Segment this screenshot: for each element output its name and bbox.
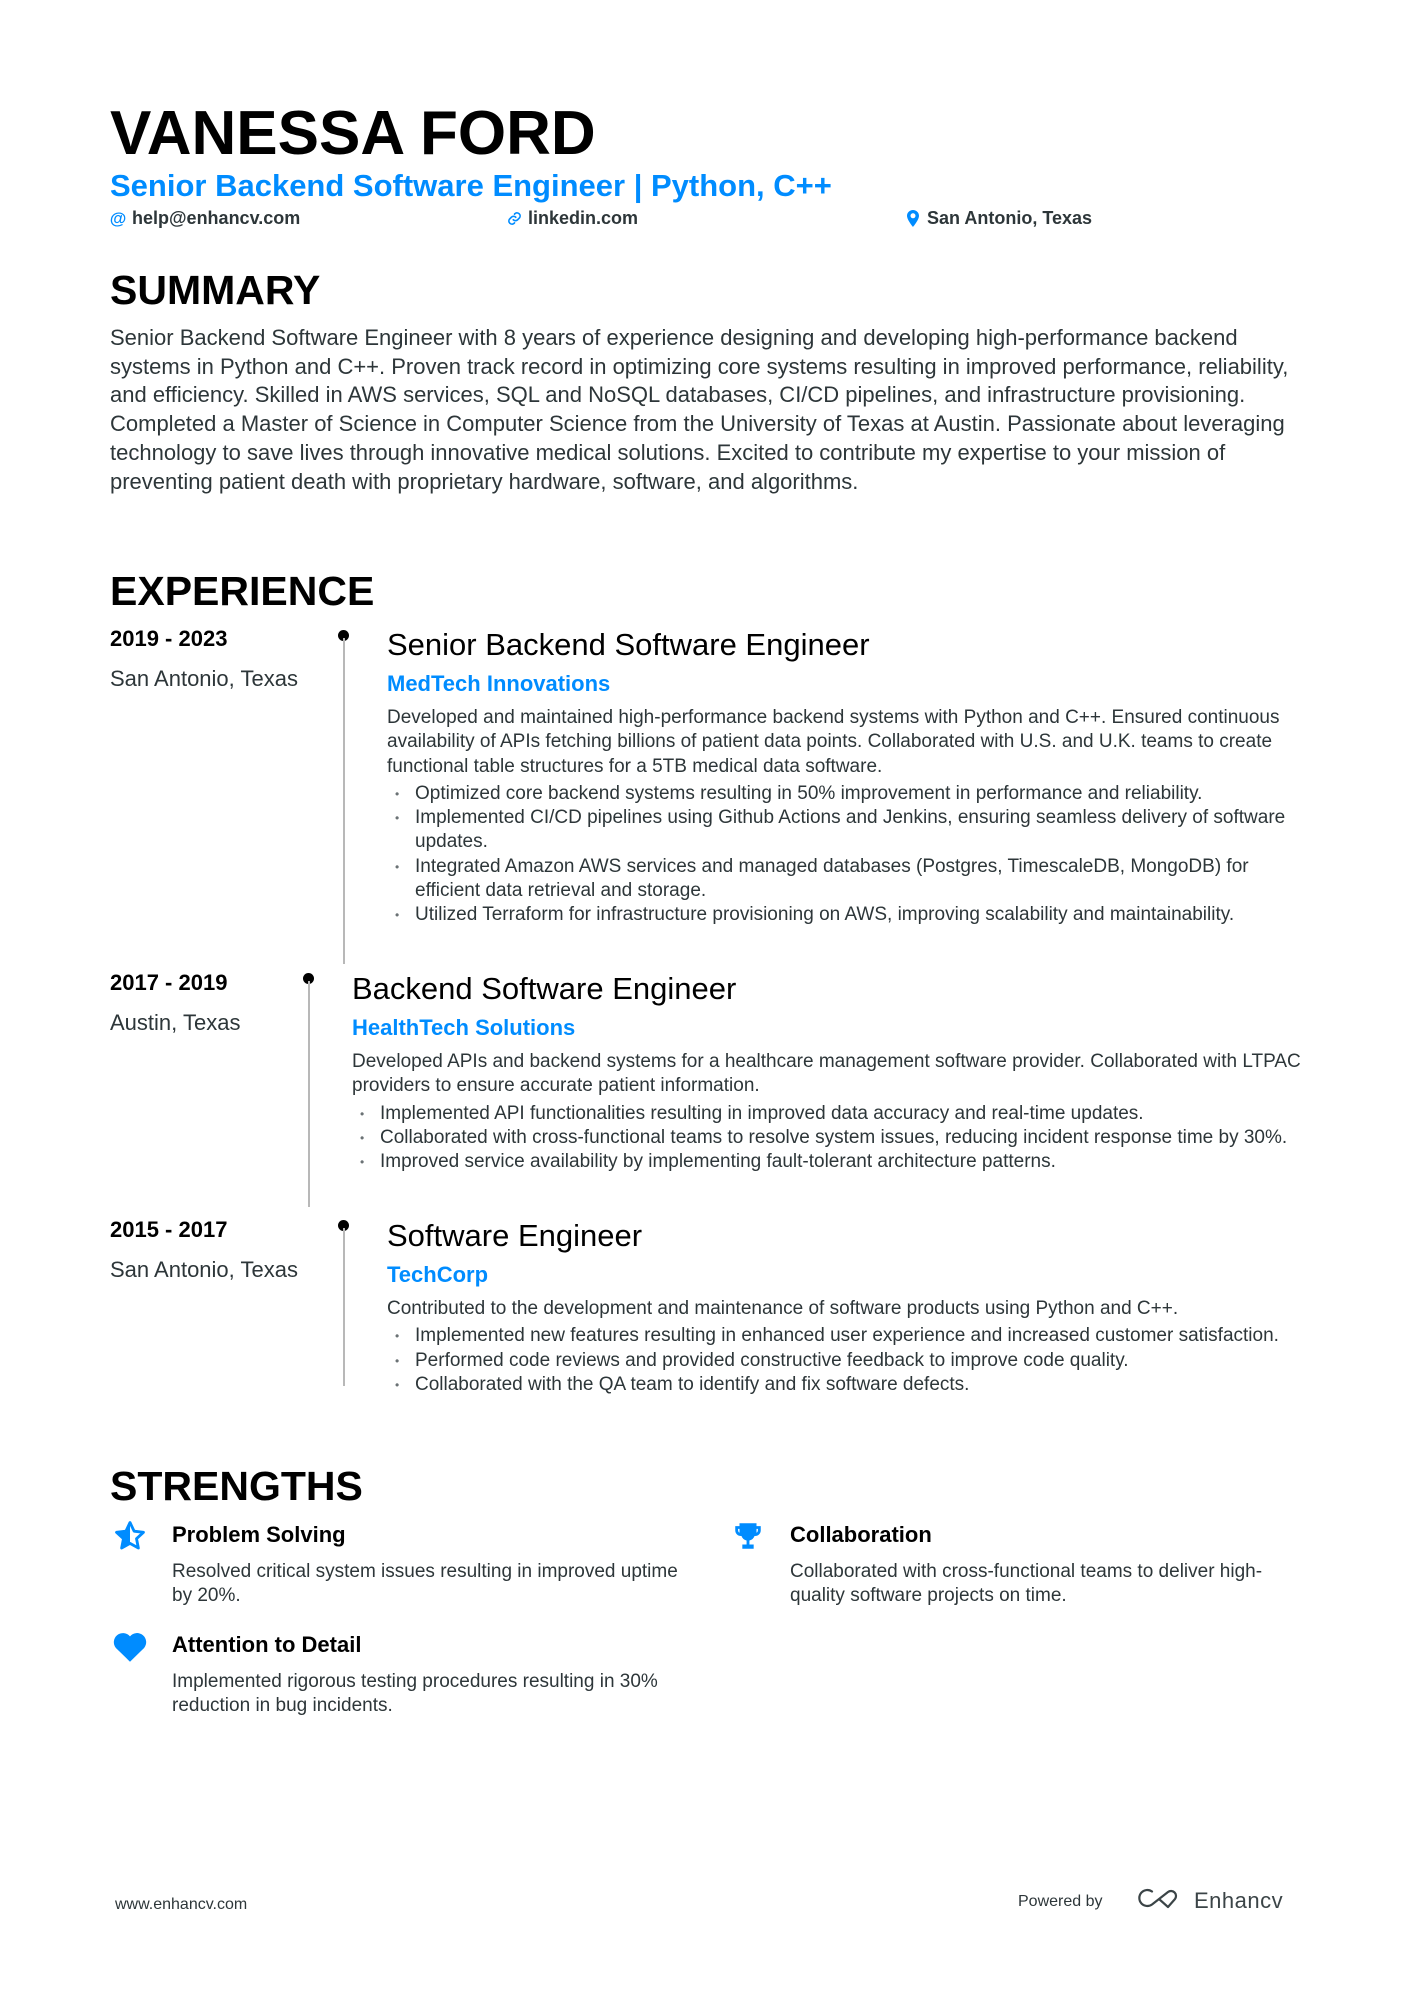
- trophy-icon: [730, 1518, 766, 1554]
- job-bullet: • Implemented CI/CD pipelines using Github Actions and Jenkins, ensuring seamless delivery of software updates.: [387, 806, 1307, 855]
- timeline-line: [308, 981, 310, 1207]
- enhancv-brand[interactable]: [1138, 1886, 1283, 1915]
- job-description: Developed and maintained high-performance backend systems with Python and C++. Ensured continuous availability of APIs fetching billions of patient data points. Collaborated with U.S. and U.K. teams to create functional table structures for a 5TB medical data software.: [387, 707, 1280, 777]
- timeline-line: [343, 638, 345, 964]
- at-icon: @: [109, 208, 127, 228]
- candidate-name: VANESSA FORD: [110, 99, 596, 168]
- job-dates: 2017 - 2019: [110, 970, 228, 995]
- link-icon: [506, 211, 522, 226]
- job-bullet: • Implemented API functionalities resulting in improved data accuracy and real-time updates.: [352, 1102, 1312, 1126]
- strength-description: Implemented rigorous testing procedures resulting in 30% reduction in bug incidents.: [172, 1671, 658, 1717]
- job-dates: 2019 - 2023: [110, 626, 228, 651]
- job-company[interactable]: TechCorp: [387, 1262, 489, 1287]
- candidate-title: Senior Backend Software Engineer | Python, C++: [110, 168, 832, 203]
- job-bullet: • Performed code reviews and provided constructive feedback to improve code quality.: [387, 1349, 1307, 1373]
- strength-name: Attention to Detail: [172, 1632, 362, 1657]
- location-pin-icon: [905, 210, 921, 227]
- job-description: Developed APIs and backend systems for a healthcare management software provider. Collaborated with LTPAC providers to ensure accurate patient information.: [352, 1051, 1301, 1097]
- job-bullet: • Optimized core backend systems resulting in 50% improvement in performance and reliability.: [387, 782, 1307, 806]
- job-details: [387, 626, 1307, 928]
- job-role: Backend Software Engineer: [352, 971, 737, 1006]
- job-company[interactable]: HealthTech Solutions: [352, 1015, 576, 1040]
- brand-name: Enhancv: [1194, 1887, 1284, 1913]
- job-role: Software Engineer: [387, 1218, 643, 1253]
- job-bullets: [387, 782, 1307, 928]
- contact-email[interactable]: [110, 208, 300, 229]
- job-bullets: [387, 1324, 1307, 1397]
- job-role: Senior Backend Software Engineer: [387, 627, 870, 662]
- contact-email-text: help@enhancv.com: [132, 208, 301, 228]
- timeline-line: [343, 1228, 345, 1386]
- half-star-icon: [112, 1518, 148, 1554]
- job-bullet: • Collaborated with cross-functional teams to resolve system issues, reducing incident response time by 30%.: [352, 1126, 1312, 1150]
- job-bullets: [352, 1102, 1312, 1175]
- experience-heading: EXPERIENCE: [110, 568, 375, 614]
- job-bullet: • Utilized Terraform for infrastructure provisioning on AWS, improving scalability and maintainability.: [387, 903, 1307, 927]
- job-details: [387, 1217, 1307, 1397]
- job-bullet: • Collaborated with the QA team to identify and fix software defects.: [387, 1373, 1307, 1397]
- job-description: Contributed to the development and maintenance of software products using Python and C++.: [387, 1298, 1179, 1319]
- strength-name: Collaboration: [790, 1522, 932, 1547]
- job-location: San Antonio, Texas: [110, 666, 298, 691]
- contact-location-text: San Antonio, Texas: [927, 208, 1093, 228]
- strength-description: Collaborated with cross-functional teams to deliver high-quality software projects on time.: [790, 1561, 1263, 1607]
- job-company[interactable]: MedTech Innovations: [387, 671, 611, 696]
- contact-linkedin-text: linkedin.com: [528, 208, 639, 228]
- strength-name: Problem Solving: [172, 1522, 346, 1547]
- job-bullet: • Improved service availability by implementing fault-tolerant architecture patterns.: [352, 1150, 1312, 1174]
- strength-description: Resolved critical system issues resulting in improved uptime by 20%.: [172, 1561, 678, 1607]
- job-details: [352, 970, 1312, 1174]
- summary-text: Senior Backend Software Engineer with 8 years of experience designing and developing high-performance backend systems in Python and C++. Proven track record in optimizing core systems resulting in improved performance, reliability, and efficiency. Skilled in AWS services, SQL and NoSQL databases, CI/CD pipelines, and infrastructure provisioning. Completed a Master of Science in Computer Science from the University of Texas at Austin. Passionate about leveraging technology to save lives through innovative medical solutions. Excited to contribute my expertise to your mission of preventing patient death with proprietary hardware, software, and algorithms.: [110, 325, 1289, 494]
- contact-linkedin[interactable]: [506, 208, 638, 229]
- job-location: San Antonio, Texas: [110, 1257, 298, 1282]
- footer-url[interactable]: www.enhancv.com: [115, 1896, 248, 1913]
- heart-icon: [112, 1628, 148, 1664]
- powered-by-label: Powered by: [1018, 1893, 1103, 1910]
- summary-heading: SUMMARY: [110, 267, 321, 313]
- job-bullet: • Integrated Amazon AWS services and managed databases (Postgres, TimescaleDB, MongoDB) for efficient data retrieval and storage.: [387, 855, 1307, 904]
- contact-location: [905, 208, 1092, 229]
- contact-row: [110, 208, 1310, 232]
- enhancv-logo-icon: [1138, 1886, 1184, 1915]
- job-location: Austin, Texas: [110, 1010, 241, 1035]
- job-dates: 2015 - 2017: [110, 1217, 228, 1242]
- job-bullet: • Implemented new features resulting in enhanced user experience and increased customer satisfaction.: [387, 1324, 1307, 1348]
- strengths-heading: STRENGTHS: [110, 1463, 363, 1509]
